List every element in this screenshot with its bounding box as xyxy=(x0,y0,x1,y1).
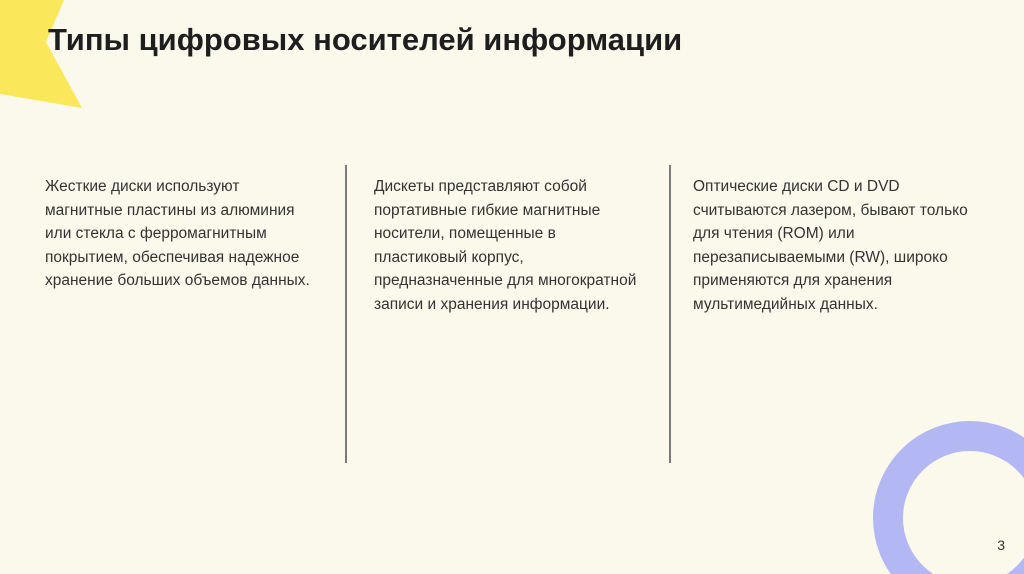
column-divider xyxy=(669,165,671,463)
yellow-star-decoration xyxy=(0,0,110,120)
page-number: 3 xyxy=(997,537,1005,553)
slide-title: Типы цифровых носителей информации xyxy=(48,22,683,57)
hard-disks-text: Жесткие диски используют магнитные пластины из алюминия или стекла с ферромагнитным покрытием, обеспечивая надежное хранение больших объемов данных. xyxy=(45,178,310,289)
floppy-disks-text: Дискеты представляют собой портативные гибкие магнитные носители, помещенные в пластиковый корпус, предназначенные для многократной записи и хранения информации. xyxy=(374,178,637,313)
column-divider xyxy=(345,165,347,463)
optical-disks-text: Оптические диски CD и DVD считываются лазером, бывают только для чтения (ROM) или перезаписываемыми (RW), широко применяются для хранения мультимедийных данных. xyxy=(693,178,968,313)
